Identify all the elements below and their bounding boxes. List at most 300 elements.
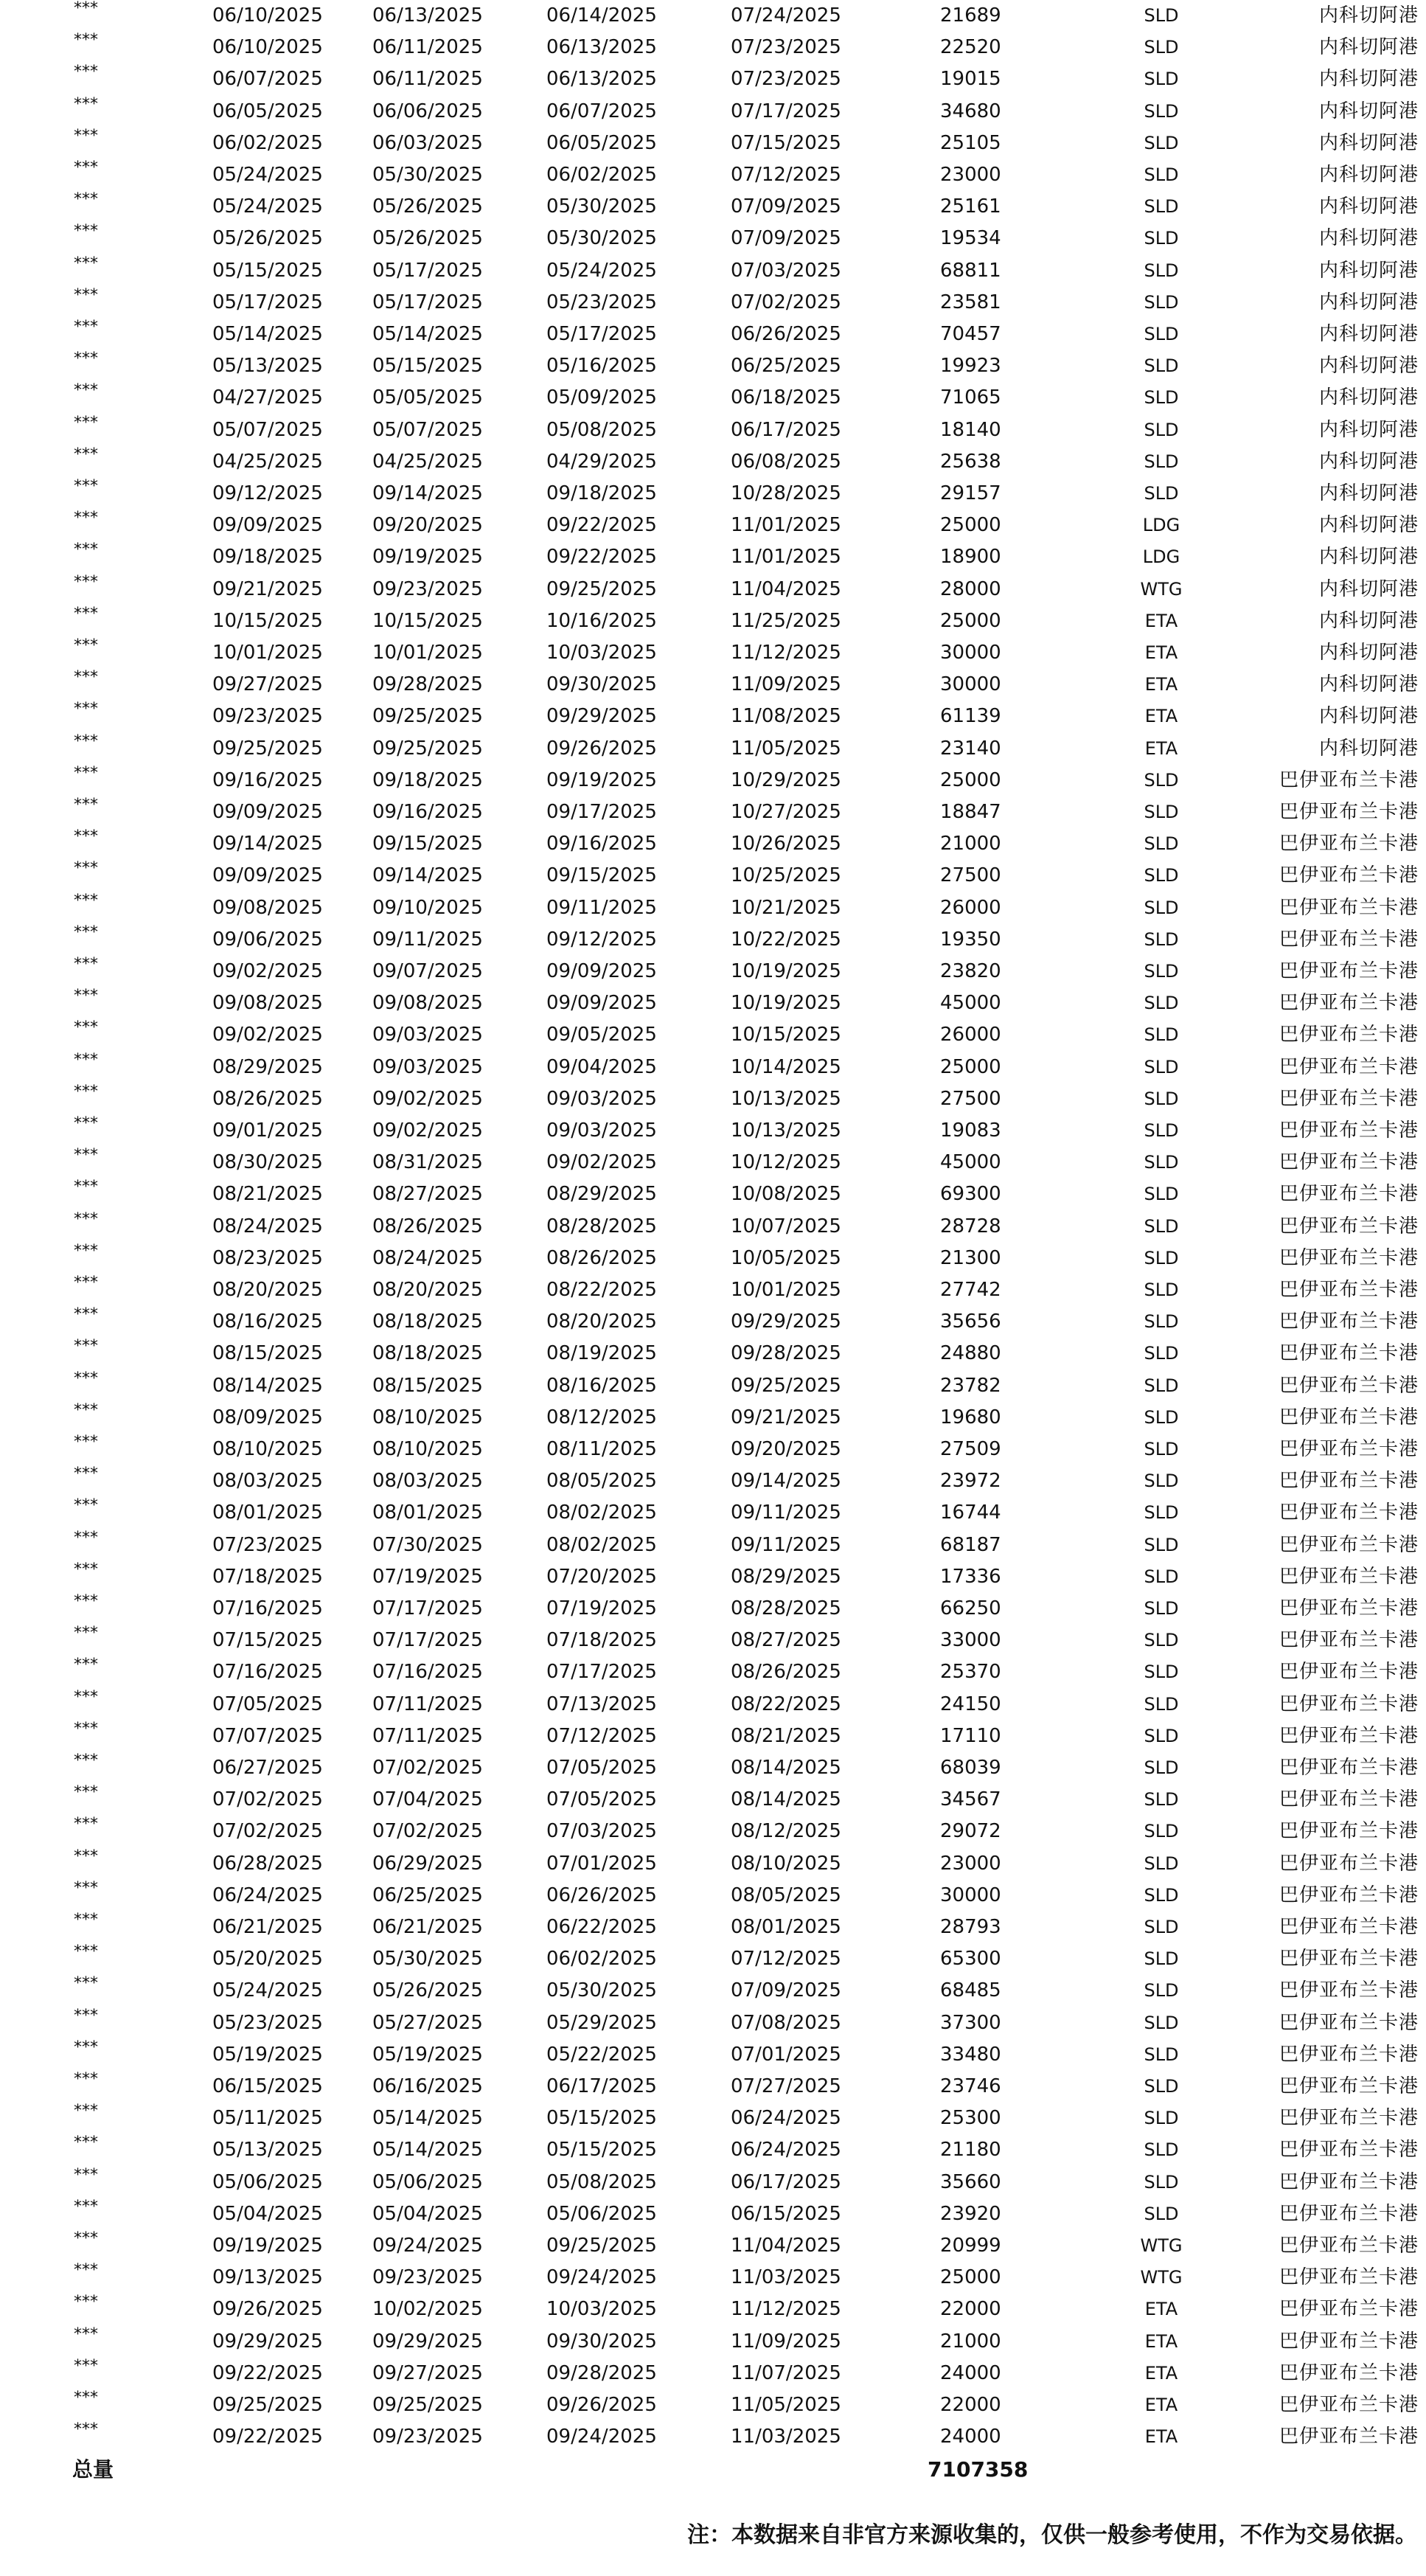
cell-masked-id: *** (74, 1369, 98, 1388)
cell-port: 内科切阿港 (1318, 195, 1419, 218)
cell-status: ETA (1144, 642, 1178, 663)
cell-masked-id: *** (74, 572, 98, 591)
cell-masked-id: *** (74, 413, 98, 432)
cell-date-1: 06/05/2025 (212, 100, 323, 122)
table-row (0, 1052, 1426, 1083)
cell-status: SLD (1144, 1406, 1179, 1428)
table-row (0, 446, 1426, 478)
cell-port: 巴伊亚布兰卡港 (1279, 2394, 1419, 2416)
cell-status: SLD (1144, 260, 1179, 281)
cell-port: 内科切阿港 (1318, 450, 1419, 473)
cell-date-3: 08/02/2025 (546, 1501, 657, 1524)
cell-quantity: 24880 (940, 1342, 1001, 1365)
table-row (0, 287, 1426, 319)
cell-port: 巴伊亚布兰卡港 (1279, 2330, 1419, 2353)
cell-port: 巴伊亚布兰卡港 (1279, 928, 1419, 951)
cell-date-2: 09/03/2025 (372, 1024, 483, 1046)
cell-port: 巴伊亚布兰卡港 (1279, 1884, 1419, 1906)
cell-date-1: 06/21/2025 (212, 1916, 323, 1938)
cell-date-2: 07/11/2025 (372, 1724, 483, 1747)
table-row (0, 1338, 1426, 1369)
cell-masked-id: *** (74, 1719, 98, 1738)
cell-port: 巴伊亚布兰卡港 (1279, 1661, 1419, 1684)
cell-date-1: 05/24/2025 (212, 164, 323, 186)
table-row (0, 1593, 1426, 1625)
cell-status: SLD (1144, 802, 1179, 822)
cell-date-3: 05/30/2025 (546, 1979, 657, 2002)
cell-quantity: 30000 (940, 673, 1001, 696)
cell-port: 巴伊亚布兰卡港 (1279, 1501, 1419, 1524)
cell-port: 内科切阿港 (1318, 259, 1419, 282)
cell-arrival-date: 07/09/2025 (731, 1979, 841, 2002)
cell-date-2: 10/02/2025 (372, 2298, 483, 2321)
cell-arrival-date: 08/12/2025 (731, 1820, 841, 1843)
cell-status: ETA (1144, 2330, 1178, 2352)
cell-arrival-date: 11/09/2025 (731, 673, 841, 696)
cell-date-2: 10/01/2025 (372, 642, 483, 664)
cell-quantity: 25000 (940, 1055, 1001, 1078)
table-row (0, 319, 1426, 350)
cell-date-3: 09/12/2025 (546, 928, 657, 951)
cell-arrival-date: 10/13/2025 (731, 1087, 841, 1110)
cell-port: 巴伊亚布兰卡港 (1279, 1757, 1419, 1779)
cell-port: 巴伊亚布兰卡港 (1279, 833, 1419, 855)
cell-date-3: 05/29/2025 (546, 2011, 657, 2034)
cell-date-1: 08/23/2025 (212, 1246, 323, 1269)
cell-port: 巴伊亚布兰卡港 (1279, 2235, 1419, 2257)
cell-port: 巴伊亚布兰卡港 (1279, 992, 1419, 1015)
table-row (0, 2294, 1426, 2325)
table-row (0, 350, 1426, 382)
cell-date-2: 09/02/2025 (372, 1087, 483, 1110)
cell-arrival-date: 09/11/2025 (731, 1501, 841, 1524)
cell-date-1: 08/14/2025 (212, 1374, 323, 1397)
cell-date-2: 07/11/2025 (372, 1693, 483, 1715)
cell-date-1: 06/02/2025 (212, 131, 323, 154)
cell-arrival-date: 11/05/2025 (731, 2394, 841, 2416)
cell-quantity: 24150 (940, 1693, 1001, 1715)
table-row (0, 1274, 1426, 1306)
cell-port: 内科切阿港 (1318, 36, 1419, 59)
cell-masked-id: *** (74, 254, 98, 273)
cell-masked-id: *** (74, 1752, 98, 1770)
table-row (0, 1306, 1426, 1338)
cell-arrival-date: 09/11/2025 (731, 1533, 841, 1556)
cell-quantity: 19083 (940, 1119, 1001, 1142)
cell-port: 内科切阿港 (1318, 642, 1419, 664)
cell-quantity: 17110 (940, 1724, 1001, 1747)
cell-date-3: 09/24/2025 (546, 2266, 657, 2289)
cell-status: SLD (1144, 1502, 1179, 1524)
cell-masked-id: *** (74, 1274, 98, 1292)
cell-status: SLD (1144, 1725, 1179, 1746)
cell-date-2: 06/29/2025 (372, 1852, 483, 1875)
table-row (0, 1147, 1426, 1178)
cell-masked-id: *** (74, 190, 98, 209)
cell-date-2: 09/23/2025 (372, 2266, 483, 2289)
cell-masked-id: *** (74, 2134, 98, 2153)
cell-date-3: 08/02/2025 (546, 1533, 657, 1556)
cell-date-3: 09/30/2025 (546, 673, 657, 696)
cell-masked-id: *** (74, 1209, 98, 1229)
cell-masked-id: *** (74, 1847, 98, 1866)
cell-arrival-date: 07/12/2025 (731, 164, 841, 186)
cell-arrival-date: 08/14/2025 (731, 1757, 841, 1779)
cell-date-2: 05/15/2025 (372, 355, 483, 378)
cell-date-2: 06/11/2025 (372, 68, 483, 91)
cell-status: ETA (1144, 737, 1178, 759)
cell-date-1: 08/15/2025 (212, 1342, 323, 1365)
table-row (0, 956, 1426, 987)
cell-port: 巴伊亚布兰卡港 (1279, 2426, 1419, 2448)
cell-date-3: 09/19/2025 (546, 768, 657, 791)
table-row (0, 1243, 1426, 1274)
cell-date-2: 07/19/2025 (372, 1565, 483, 1588)
cell-port: 巴伊亚布兰卡港 (1279, 1693, 1419, 1715)
cell-arrival-date: 11/12/2025 (731, 642, 841, 664)
cell-arrival-date: 10/19/2025 (731, 992, 841, 1015)
cell-date-3: 07/12/2025 (546, 1724, 657, 1747)
cell-arrival-date: 07/24/2025 (731, 4, 841, 27)
cell-quantity: 27742 (940, 1279, 1001, 1301)
cell-port: 巴伊亚布兰卡港 (1279, 1788, 1419, 1811)
table-row (0, 541, 1426, 573)
cell-quantity: 23000 (940, 1852, 1001, 1875)
cell-date-1: 09/09/2025 (212, 514, 323, 537)
cell-date-1: 08/01/2025 (212, 1501, 323, 1524)
cell-arrival-date: 10/19/2025 (731, 960, 841, 982)
table-row (0, 1784, 1426, 1816)
cell-arrival-date: 08/21/2025 (731, 1724, 841, 1747)
cell-masked-id: *** (74, 2325, 98, 2344)
cell-status: SLD (1144, 196, 1179, 218)
cell-quantity: 29157 (940, 482, 1001, 504)
cell-date-3: 08/22/2025 (546, 1279, 657, 1301)
cell-port: 巴伊亚布兰卡港 (1279, 1533, 1419, 1556)
cell-date-2: 09/07/2025 (372, 960, 483, 982)
cell-date-2: 08/24/2025 (372, 1246, 483, 1269)
cell-status: WTG (1140, 2267, 1183, 2288)
cell-quantity: 26000 (940, 1024, 1001, 1046)
cell-status: SLD (1144, 164, 1179, 185)
cell-quantity: 16744 (940, 1501, 1001, 1524)
table-row (0, 796, 1426, 828)
cell-port: 内科切阿港 (1318, 546, 1419, 569)
cell-date-2: 09/14/2025 (372, 482, 483, 504)
table-row (0, 414, 1426, 446)
cell-date-3: 08/20/2025 (546, 1310, 657, 1333)
cell-quantity: 22000 (940, 2298, 1001, 2321)
cell-date-3: 08/26/2025 (546, 1246, 657, 1269)
cell-date-1: 05/23/2025 (212, 2011, 323, 2034)
cell-quantity: 25000 (940, 609, 1001, 632)
cell-date-1: 06/28/2025 (212, 1852, 323, 1875)
cell-arrival-date: 11/04/2025 (731, 577, 841, 600)
cell-date-1: 07/23/2025 (212, 1533, 323, 1556)
cell-date-1: 06/07/2025 (212, 68, 323, 91)
cell-port: 内科切阿港 (1318, 418, 1419, 441)
cell-date-1: 07/18/2025 (212, 1565, 323, 1588)
cell-date-3: 08/28/2025 (546, 1215, 657, 1237)
cell-arrival-date: 07/15/2025 (731, 131, 841, 154)
table-row (0, 2103, 1426, 2134)
cell-quantity: 61139 (940, 705, 1001, 728)
table-row (0, 1880, 1426, 1912)
cell-date-3: 05/15/2025 (546, 2139, 657, 2162)
cell-port: 巴伊亚布兰卡港 (1279, 2170, 1419, 2193)
cell-arrival-date: 11/05/2025 (731, 737, 841, 760)
cell-quantity: 35660 (940, 2170, 1001, 2193)
cell-masked-id: *** (74, 1815, 98, 1834)
table-row (0, 1019, 1426, 1051)
table-row (0, 1689, 1426, 1721)
cell-date-2: 09/20/2025 (372, 514, 483, 537)
cell-port: 巴伊亚布兰卡港 (1279, 1470, 1419, 1493)
cell-date-2: 08/10/2025 (372, 1438, 483, 1460)
table-row (0, 1402, 1426, 1434)
cell-status: SLD (1144, 1853, 1179, 1874)
cell-quantity: 25000 (940, 2266, 1001, 2289)
cell-arrival-date: 10/01/2025 (731, 1279, 841, 1301)
table-row (0, 1848, 1426, 1880)
cell-arrival-date: 10/28/2025 (731, 482, 841, 504)
cell-date-2: 06/16/2025 (372, 2075, 483, 2097)
cell-quantity: 25161 (940, 195, 1001, 218)
table-row (0, 128, 1426, 159)
cell-quantity: 19350 (940, 928, 1001, 951)
cell-masked-id: *** (74, 285, 98, 305)
cell-quantity: 66250 (940, 1597, 1001, 1619)
cell-arrival-date: 07/23/2025 (731, 68, 841, 91)
cell-port: 巴伊亚布兰卡港 (1279, 1310, 1419, 1333)
cell-arrival-date: 09/20/2025 (731, 1438, 841, 1460)
cell-date-3: 09/11/2025 (546, 896, 657, 919)
table-row (0, 1752, 1426, 1784)
cell-date-3: 09/17/2025 (546, 801, 657, 823)
cell-date-1: 09/06/2025 (212, 928, 323, 951)
cell-masked-id: *** (74, 700, 98, 719)
cell-status: WTG (1140, 578, 1183, 600)
cell-status: SLD (1144, 2076, 1179, 2097)
cell-quantity: 30000 (940, 1884, 1001, 1906)
cell-masked-id: *** (74, 923, 98, 942)
cell-masked-id: *** (74, 541, 98, 560)
cell-date-3: 09/09/2025 (546, 992, 657, 1015)
cell-arrival-date: 11/03/2025 (731, 2266, 841, 2289)
cell-status: SLD (1144, 1534, 1179, 1555)
table-row (0, 223, 1426, 254)
table-row (0, 669, 1426, 701)
cell-status: SLD (1144, 769, 1179, 791)
cell-masked-id: *** (74, 1050, 98, 1069)
table-row (0, 159, 1426, 191)
cell-quantity: 68485 (940, 1979, 1001, 2002)
cell-date-1: 08/29/2025 (212, 1055, 323, 1078)
cell-status: SLD (1144, 228, 1179, 249)
cell-date-1: 07/15/2025 (212, 1629, 323, 1652)
cell-date-2: 08/03/2025 (372, 1470, 483, 1493)
cell-date-1: 08/24/2025 (212, 1215, 323, 1237)
cell-port: 巴伊亚布兰卡港 (1279, 1948, 1419, 1971)
table-row (0, 63, 1426, 95)
cell-quantity: 34680 (940, 100, 1001, 122)
cell-quantity: 37300 (940, 2011, 1001, 2034)
cell-date-3: 09/05/2025 (546, 1024, 657, 1046)
cell-quantity: 20999 (940, 2235, 1001, 2257)
cell-quantity: 21689 (940, 4, 1001, 27)
cell-date-1: 08/30/2025 (212, 1151, 323, 1174)
cell-date-3: 06/13/2025 (546, 36, 657, 59)
cell-quantity: 17336 (940, 1565, 1001, 1588)
cell-date-2: 10/15/2025 (372, 609, 483, 632)
table-row (0, 1434, 1426, 1465)
cell-quantity: 45000 (940, 992, 1001, 1015)
cell-date-2: 05/07/2025 (372, 418, 483, 441)
cell-masked-id: *** (74, 94, 98, 114)
cell-status: ETA (1144, 2426, 1178, 2448)
cell-masked-id: *** (74, 0, 98, 18)
cell-arrival-date: 08/22/2025 (731, 1693, 841, 1715)
cell-masked-id: *** (74, 1433, 98, 1451)
cell-arrival-date: 09/25/2025 (731, 1374, 841, 1397)
cell-quantity: 65300 (940, 1948, 1001, 1971)
cell-quantity: 25105 (940, 131, 1001, 154)
cell-status: SLD (1144, 291, 1179, 313)
cell-masked-id: *** (74, 2165, 98, 2184)
cell-status: SLD (1144, 324, 1179, 344)
cell-port: 内科切阿港 (1318, 4, 1419, 27)
cell-status: SLD (1144, 1280, 1179, 1300)
cell-date-2: 09/14/2025 (372, 864, 483, 887)
cell-status: SLD (1144, 2139, 1179, 2161)
cell-masked-id: *** (74, 1146, 98, 1165)
cell-arrival-date: 07/03/2025 (731, 259, 841, 282)
cell-port: 巴伊亚布兰卡港 (1279, 864, 1419, 887)
cell-date-3: 10/03/2025 (546, 2298, 657, 2321)
cell-date-1: 06/10/2025 (212, 36, 323, 59)
cell-quantity: 30000 (940, 642, 1001, 664)
cell-port: 巴伊亚布兰卡港 (1279, 2011, 1419, 2034)
cell-arrival-date: 09/28/2025 (731, 1342, 841, 1365)
cell-quantity: 19534 (940, 227, 1001, 250)
cell-date-2: 05/05/2025 (372, 386, 483, 409)
cell-quantity: 18900 (940, 546, 1001, 569)
cell-quantity: 25300 (940, 2107, 1001, 2130)
cell-date-2: 05/17/2025 (372, 259, 483, 282)
cell-date-3: 07/19/2025 (546, 1597, 657, 1619)
cell-quantity: 23746 (940, 2075, 1001, 2097)
cell-date-1: 05/19/2025 (212, 2043, 323, 2066)
cell-date-1: 09/26/2025 (212, 2298, 323, 2321)
cell-date-2: 07/02/2025 (372, 1820, 483, 1843)
cell-quantity: 35656 (940, 1310, 1001, 1333)
cell-date-1: 05/04/2025 (212, 2202, 323, 2225)
cell-quantity: 23920 (940, 2202, 1001, 2225)
cell-date-1: 08/10/2025 (212, 1438, 323, 1460)
cell-status: SLD (1144, 1088, 1179, 1109)
cell-masked-id: *** (74, 668, 98, 687)
table-row (0, 510, 1426, 541)
cell-masked-id: *** (74, 796, 98, 814)
cell-port: 巴伊亚布兰卡港 (1279, 768, 1419, 791)
cell-status: SLD (1144, 1662, 1179, 1683)
cell-status: SLD (1144, 993, 1179, 1014)
cell-date-2: 09/25/2025 (372, 737, 483, 760)
cell-date-1: 07/02/2025 (212, 1820, 323, 1843)
cell-date-1: 05/14/2025 (212, 323, 323, 345)
disclaimer-note: 注：本数据来自非官方来源收集的，仅供一般参考使用，不作为交易依据。 (687, 2522, 1417, 2548)
cell-quantity: 33480 (940, 2043, 1001, 2066)
cell-arrival-date: 11/09/2025 (731, 2330, 841, 2353)
cell-date-1: 09/09/2025 (212, 864, 323, 887)
cell-status: SLD (1144, 483, 1179, 504)
cell-status: SLD (1144, 1693, 1179, 1715)
total-row (0, 2453, 1426, 2487)
table-row (0, 637, 1426, 669)
cell-arrival-date: 10/27/2025 (731, 801, 841, 823)
cell-date-1: 05/24/2025 (212, 1979, 323, 2002)
table-row (0, 2007, 1426, 2039)
cell-date-2: 05/14/2025 (372, 2107, 483, 2130)
cell-arrival-date: 06/08/2025 (731, 450, 841, 473)
cell-date-3: 09/25/2025 (546, 577, 657, 600)
table-row (0, 32, 1426, 63)
cell-arrival-date: 08/28/2025 (731, 1597, 841, 1619)
cell-port: 巴伊亚布兰卡港 (1279, 1215, 1419, 1237)
cell-date-1: 05/13/2025 (212, 355, 323, 378)
cell-port: 巴伊亚布兰卡港 (1279, 2266, 1419, 2289)
cell-quantity: 25000 (940, 514, 1001, 537)
cell-masked-id: *** (74, 1943, 98, 1962)
cell-port: 巴伊亚布兰卡港 (1279, 960, 1419, 982)
cell-arrival-date: 10/14/2025 (731, 1055, 841, 1078)
cell-status: SLD (1144, 1821, 1179, 1842)
cell-status: SLD (1144, 1884, 1179, 1906)
cell-date-2: 05/14/2025 (372, 323, 483, 345)
cell-arrival-date: 10/07/2025 (731, 1215, 841, 1237)
cell-date-3: 06/07/2025 (546, 100, 657, 122)
cell-status: SLD (1144, 37, 1179, 58)
cell-arrival-date: 10/12/2025 (731, 1151, 841, 1174)
cell-quantity: 28793 (940, 1916, 1001, 1938)
cell-arrival-date: 09/21/2025 (731, 1406, 841, 1428)
cell-quantity: 23000 (940, 164, 1001, 186)
cell-masked-id: *** (74, 222, 98, 241)
cell-arrival-date: 07/17/2025 (731, 100, 841, 122)
cell-date-2: 05/30/2025 (372, 164, 483, 186)
cell-status: SLD (1144, 1375, 1179, 1396)
cell-date-1: 06/24/2025 (212, 1884, 323, 1906)
cell-date-2: 09/18/2025 (372, 768, 483, 791)
cell-date-2: 07/16/2025 (372, 1661, 483, 1684)
cell-date-3: 07/13/2025 (546, 1693, 657, 1715)
cell-date-2: 09/03/2025 (372, 1055, 483, 1078)
cell-status: WTG (1140, 2235, 1183, 2256)
cell-masked-id: *** (74, 859, 98, 878)
cell-arrival-date: 06/25/2025 (731, 355, 841, 378)
cell-status: SLD (1144, 1247, 1179, 1268)
cell-date-2: 09/10/2025 (372, 896, 483, 919)
table-row (0, 382, 1426, 414)
table-row (0, 1656, 1426, 1688)
cell-date-3: 05/08/2025 (546, 2170, 657, 2193)
cell-port: 巴伊亚布兰卡港 (1279, 2202, 1419, 2225)
cell-date-1: 09/25/2025 (212, 737, 323, 760)
cell-date-1: 05/13/2025 (212, 2139, 323, 2162)
cell-masked-id: *** (74, 445, 98, 464)
cell-quantity: 33000 (940, 1629, 1001, 1652)
cell-quantity: 21000 (940, 2330, 1001, 2353)
